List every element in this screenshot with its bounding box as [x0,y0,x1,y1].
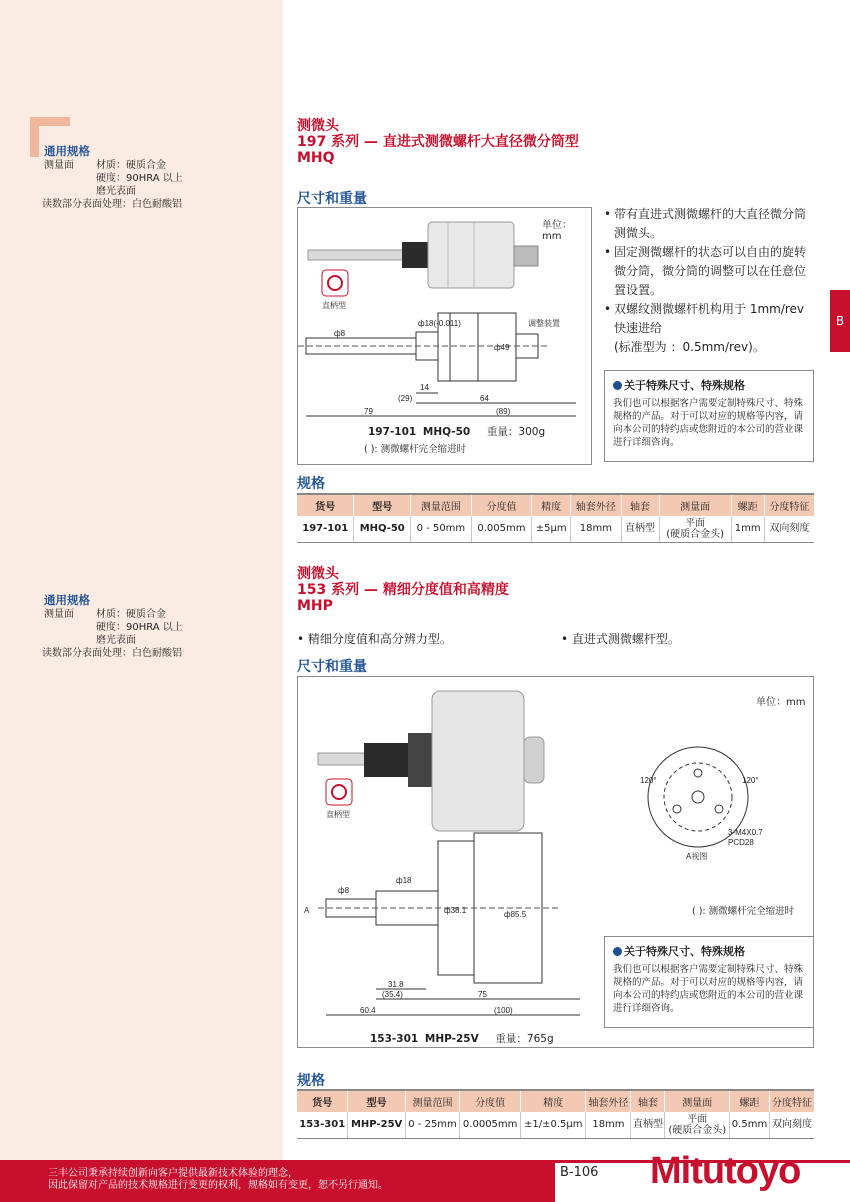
section2-heading: 测微头 153 系列 — 精细分度值和高精度 MHP [297,566,509,614]
dim-120-right: 120° [742,776,759,785]
dim-d18: ф18 [396,876,412,885]
dim-14: 14 [420,383,429,392]
unit-label: 单位：mm [756,697,806,708]
dim-318: 31.8 [388,980,404,989]
section1-spec-title: 规格 [297,476,325,492]
dim-d8: ф8 [334,329,346,338]
dim-pcd: PCD28 [728,838,754,847]
section1-spec-table: 货号 型号 测量范围 分度值 精度 轴套外径 轴套 测量面 螺距 分度特征 197-101 MHQ-50 0 - 50mm 0.005mm ±5μm 18mm 直柄型 平面 (硬质合金头) 1mm 双向刻度 [297,493,814,543]
section2-bullet-right: • 直进式测微螺杆型。 [561,632,680,646]
dim-75: 75 [478,990,487,999]
dim-d381: ф38.1 [444,906,467,915]
dim-64: 64 [480,394,489,403]
badge-label: 直柄型 [322,301,346,310]
dim-29: (29) [398,394,413,403]
dim-d855: ф85.5 [504,910,527,919]
dim-d18: ф18(-0.011) [418,319,461,328]
aview-label: A视图 [686,852,708,861]
section2-special-box: 关于特殊尺寸、特殊规格 我们也可以根据客户需要定制特殊尺寸、特殊规格的产品。对于可以对应的规格等内容，请向本公司的特约店或您附近的本公司的营业课进行详细咨询。 [604,936,814,1028]
bullet-item: • 固定测微螺杆的状态可以自由的旋转微分筒，微分筒的调整可以在任意位置设置。 [604,243,812,300]
section1-special-box: 关于特殊尺寸、特殊规格 我们也可以根据客户需要定制特殊尺寸、特殊规格的产品。对于可以对应的规格等内容，请向本公司的特约店或您附近的本公司的营业课进行详细咨询。 [604,370,814,462]
section2-spec-table: 货号 型号 测量范围 分度值 精度 轴套外径 轴套 测量面 螺距 分度特征 153-301 MHP-25V 0 - 25mm 0.0005mm ±1/±0.5μm 18mm 直柄型 平面 (硬质合金头) 0.5mm 双向刻度 [297,1089,814,1139]
dim-A: A [304,906,310,915]
dim-screw: 3-M4X0.7 [728,828,763,837]
general-spec-2: 通用规格 测量面 材质：硬质合金 硬度：90HRA 以上 磨光表面 读数部分表面处理：白色耐酸铝 [42,593,183,659]
bullet-item: • 双螺纹测微螺杆机构用于 1mm/rev 快速进给 [604,300,812,338]
general-spec-1: 通用规格 测量面 材质：硬质合金 硬度：90HRA 以上 磨光表面 读数部分表面处理：白色耐酸铝 [42,144,183,210]
mitutoyo-logo: Mitutoyo [650,1150,801,1192]
dim-604: 60.4 [360,1006,376,1015]
section2-note: ( ): 测微螺杆完全缩进时 [692,906,795,917]
dim-120-left: 120° [640,776,657,785]
table-row: 197-101 MHQ-50 0 - 50mm 0.005mm ±5μm 18mm 直柄型 平面 (硬质合金头) 1mm 双向刻度 [297,516,814,542]
unit-label: 单位：mm [542,220,572,242]
general-spec-title: 通用规格 [44,144,90,158]
footer-bar: 三丰公司秉承持续创新向客户提供最新技术体验的理念， 因此保留对产品的技术规格进行变更的权利，规格如有变更，恕不另行通知。 [0,1160,555,1202]
section1-note: ( ): 测微螺杆完全缩进时 [364,444,467,455]
section2-caption: 153-301 MHP-25V 重量：765g [370,1033,554,1045]
section2-dims-title: 尺寸和重量 [297,659,367,675]
section1-heading: 测微头 197 系列 — 直进式测微螺杆大直径微分筒型 MHQ [297,118,579,166]
section2-bullet-left: • 精细分度值和高分辨力型。 [297,632,452,646]
section1-caption: 197-101 MHQ-50 重量：300g [368,426,546,438]
section2-spec-title: 规格 [297,1073,325,1089]
dim-adjust: 调整装置 [528,319,560,328]
section1-bullets [604,205,812,357]
section1-dims-title: 尺寸和重量 [297,191,367,207]
dim-d49: ф49 [494,343,510,352]
bullet-item-cont: (标准型为 ：0.5mm/rev)。 [614,340,765,354]
table-row: 153-301 MHP-25V 0 - 25mm 0.0005mm ±1/±0.5μm 18mm 直柄型 平面 (硬质合金头) 0.5mm 双向刻度 [297,1112,814,1138]
page-number: B-106 [560,1165,599,1180]
general-spec-title: 通用规格 [44,593,90,607]
dim-354: (35.4) [382,990,403,999]
dim-d8: ф8 [338,886,350,895]
badge-label: 直柄型 [326,810,350,819]
section1-drawing-box [297,207,592,465]
section-tab-b[interactable]: B [830,290,850,352]
dim-89: (89) [496,407,511,416]
dim-79: 79 [364,407,373,416]
dim-100: (100) [494,1006,513,1015]
bullet-item: • 带有直进式测微螺杆的大直径微分筒测微头。 [604,205,812,243]
